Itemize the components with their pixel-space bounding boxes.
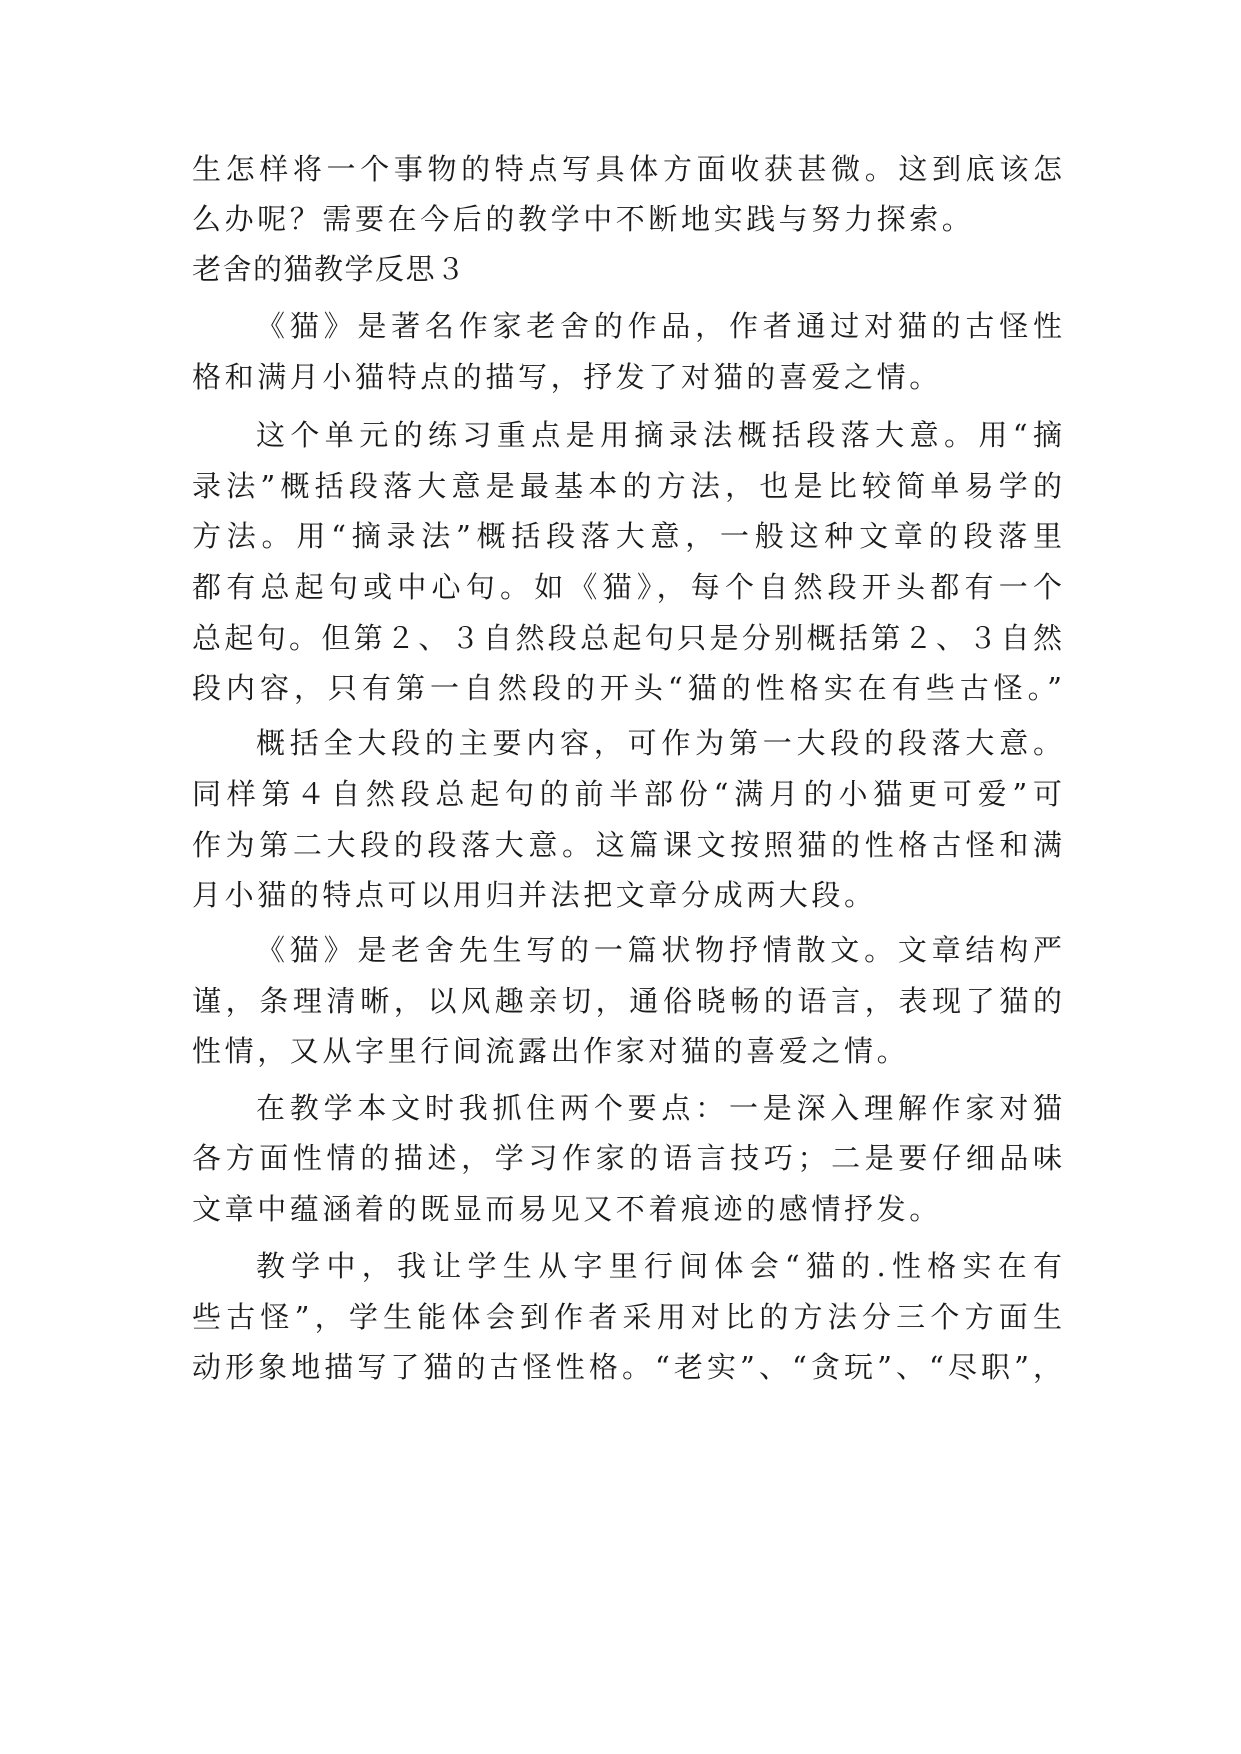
text-line: 这个单元的练习重点是用摘录法概括段落大意。用“摘 bbox=[256, 418, 1062, 452]
text-line: 《猫》是著名作家老舍的作品，作者通过对猫的古怪性 bbox=[256, 309, 1062, 343]
text-line: 作为第二大段的段落大意。这篇课文按照猫的性格古怪和满 bbox=[192, 828, 1062, 862]
text-line: 性情，又从字里行间流露出作家对猫的喜爱之情。 bbox=[192, 1034, 910, 1068]
text-line: 文章中蕴涵着的既显而易见又不着痕迹的感情抒发。 bbox=[192, 1192, 942, 1226]
text-line: 同样第４自然段总起句的前半部份“满月的小猫更可爱”可 bbox=[192, 777, 1062, 811]
text-line: 在教学本文时我抓住两个要点：一是深入理解作家对猫 bbox=[256, 1091, 1062, 1125]
text-line: 都有总起句或中心句。如《猫》，每个自然段开头都有一个 bbox=[192, 570, 1062, 604]
section-heading: 老舍的猫教学反思３ bbox=[192, 252, 467, 286]
text-line: 月小猫的特点可以用归并法把文章分成两大段。 bbox=[192, 878, 877, 912]
text-line: 格和满月小猫特点的描写，抒发了对猫的喜爱之情。 bbox=[192, 360, 942, 394]
text-line: 么办呢？需要在今后的教学中不断地实践与努力探索。 bbox=[192, 202, 975, 236]
text-line: 些古怪”，学生能体会到作者采用对比的方法分三个方面生 bbox=[192, 1300, 1062, 1334]
text-line: 教学中，我让学生从字里行间体会“猫的.性格实在有 bbox=[256, 1249, 1062, 1283]
text-line: 方法。用“摘录法”概括段落大意，一般这种文章的段落里 bbox=[192, 519, 1062, 553]
text-line: 谨，条理清晰，以风趣亲切，通俗晓畅的语言，表现了猫的 bbox=[192, 984, 1062, 1018]
text-line: 概括全大段的主要内容，可作为第一大段的段落大意。 bbox=[256, 726, 1062, 760]
text-line: 各方面性情的描述，学习作家的语言技巧；二是要仔细品味 bbox=[192, 1141, 1062, 1175]
text-line: 动形象地描写了猫的古怪性格。“老实”、“贪玩”、“尽职”， bbox=[192, 1350, 1062, 1384]
text-line: 《猫》是老舍先生写的一篇状物抒情散文。文章结构严 bbox=[256, 933, 1062, 967]
text-line: 生怎样将一个事物的特点写具体方面收获甚微。这到底该怎 bbox=[192, 152, 1062, 186]
text-line: 总起句。但第２、３自然段总起句只是分别概括第２、３自然 bbox=[192, 621, 1062, 655]
text-line: 段内容，只有第一自然段的开头“猫的性格实在有些古怪。” bbox=[192, 671, 1062, 705]
text-line: 录法”概括段落大意是最基本的方法，也是比较简单易学的 bbox=[192, 469, 1062, 503]
